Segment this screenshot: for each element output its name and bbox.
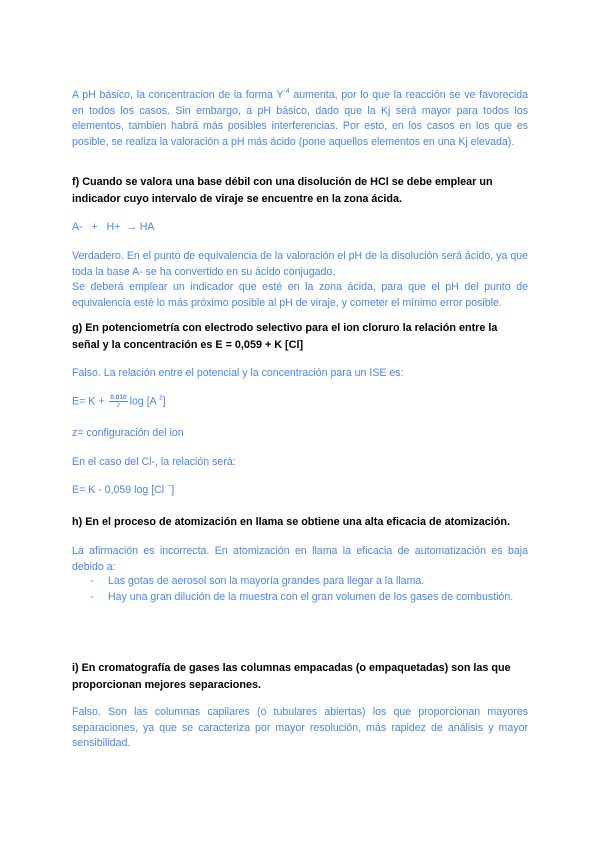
equation-chloride: E= K - 0,059 log [Cl −] (72, 483, 175, 496)
intro-paragraph: A pH básico, la concentracion de la forma $Y^{-4}$ aumenta, por lo que la reacción se ve favorecida en todos los casos. Sin embargo, a pH básico, dado que la Kj será mayor para todos los elementos, tambien habrá más posibles interferencias. Por esto, en los casos en los que es posible, se realiza la valoración a pH más ácido (pone aquellos elementos en una Kj elevada). (72, 88, 529, 148)
answer-f-2: Se deberá emplear un indicador que esté en la zona ácida, para que el pH del punto de equivalencia esté lo más próximo posible al pH de viraje, y cometer el mínimo error posible. (72, 281, 528, 309)
z-definition: z= configuración del ion (72, 427, 184, 439)
list-item: - Las gotas de aerosol son la mayoría grandes para llegar a la llama. (90, 575, 425, 587)
chloride-case: En el caso del Cl-, la relación será: (72, 456, 236, 468)
reaction-equation: A- + H+ → HA (72, 221, 155, 233)
answer-h: La afirmación es incorrecta. En atomización en llama la eficacia de automatización es baja debido a: (72, 545, 528, 573)
list-item: - Hay una gran dilución de la muestra con el gran volumen de los gases de combustión. (90, 590, 514, 603)
question-h: h) En el proceso de atomización en llama se obtiene una alta eficacia de atomización. (72, 516, 511, 528)
superscript: -4 (283, 88, 290, 95)
answer-i: Falso. Son las columnas capilares (o tubulares abiertas) los que proporcionan mayores separaciones, ya que se caracteriza por mayor resolución, más rapidez de análisis y mayor sensibilidad. (72, 706, 528, 749)
fraction: $\frac{0.010}{z}$ (110, 394, 127, 409)
answer-g: Falso. La relación entre el potencial y la concentración para un ISE es: (72, 367, 404, 379)
question-f: f) Cuando se valora una base débil con una disolución de HCl se debe emplear un indicador cuyo intervalo de viraje se encuentre en la zona ácida. (72, 176, 493, 205)
reasons-list (72, 574, 528, 605)
question-i: i) En cromatografía de gases las columnas empacadas (o empaquetadas) son las que proporcionan mejores separaciones. (72, 662, 511, 691)
question-g: g) En potenciometría con electrodo selectivo para el ion cloruro la relación entre la señal y la concentración es E = 0,059 + K [Cl] (72, 322, 498, 351)
equation-ise: E= K + $\frac{0.010}{z}$ log [A $^z$] (72, 394, 166, 409)
answer-f-1: Verdadero. En el punto de equivalencia de la valoración el pH de la disolución será ácido, ya que toda la base A- se ha convertido en su ácido conjugado. (72, 250, 528, 278)
